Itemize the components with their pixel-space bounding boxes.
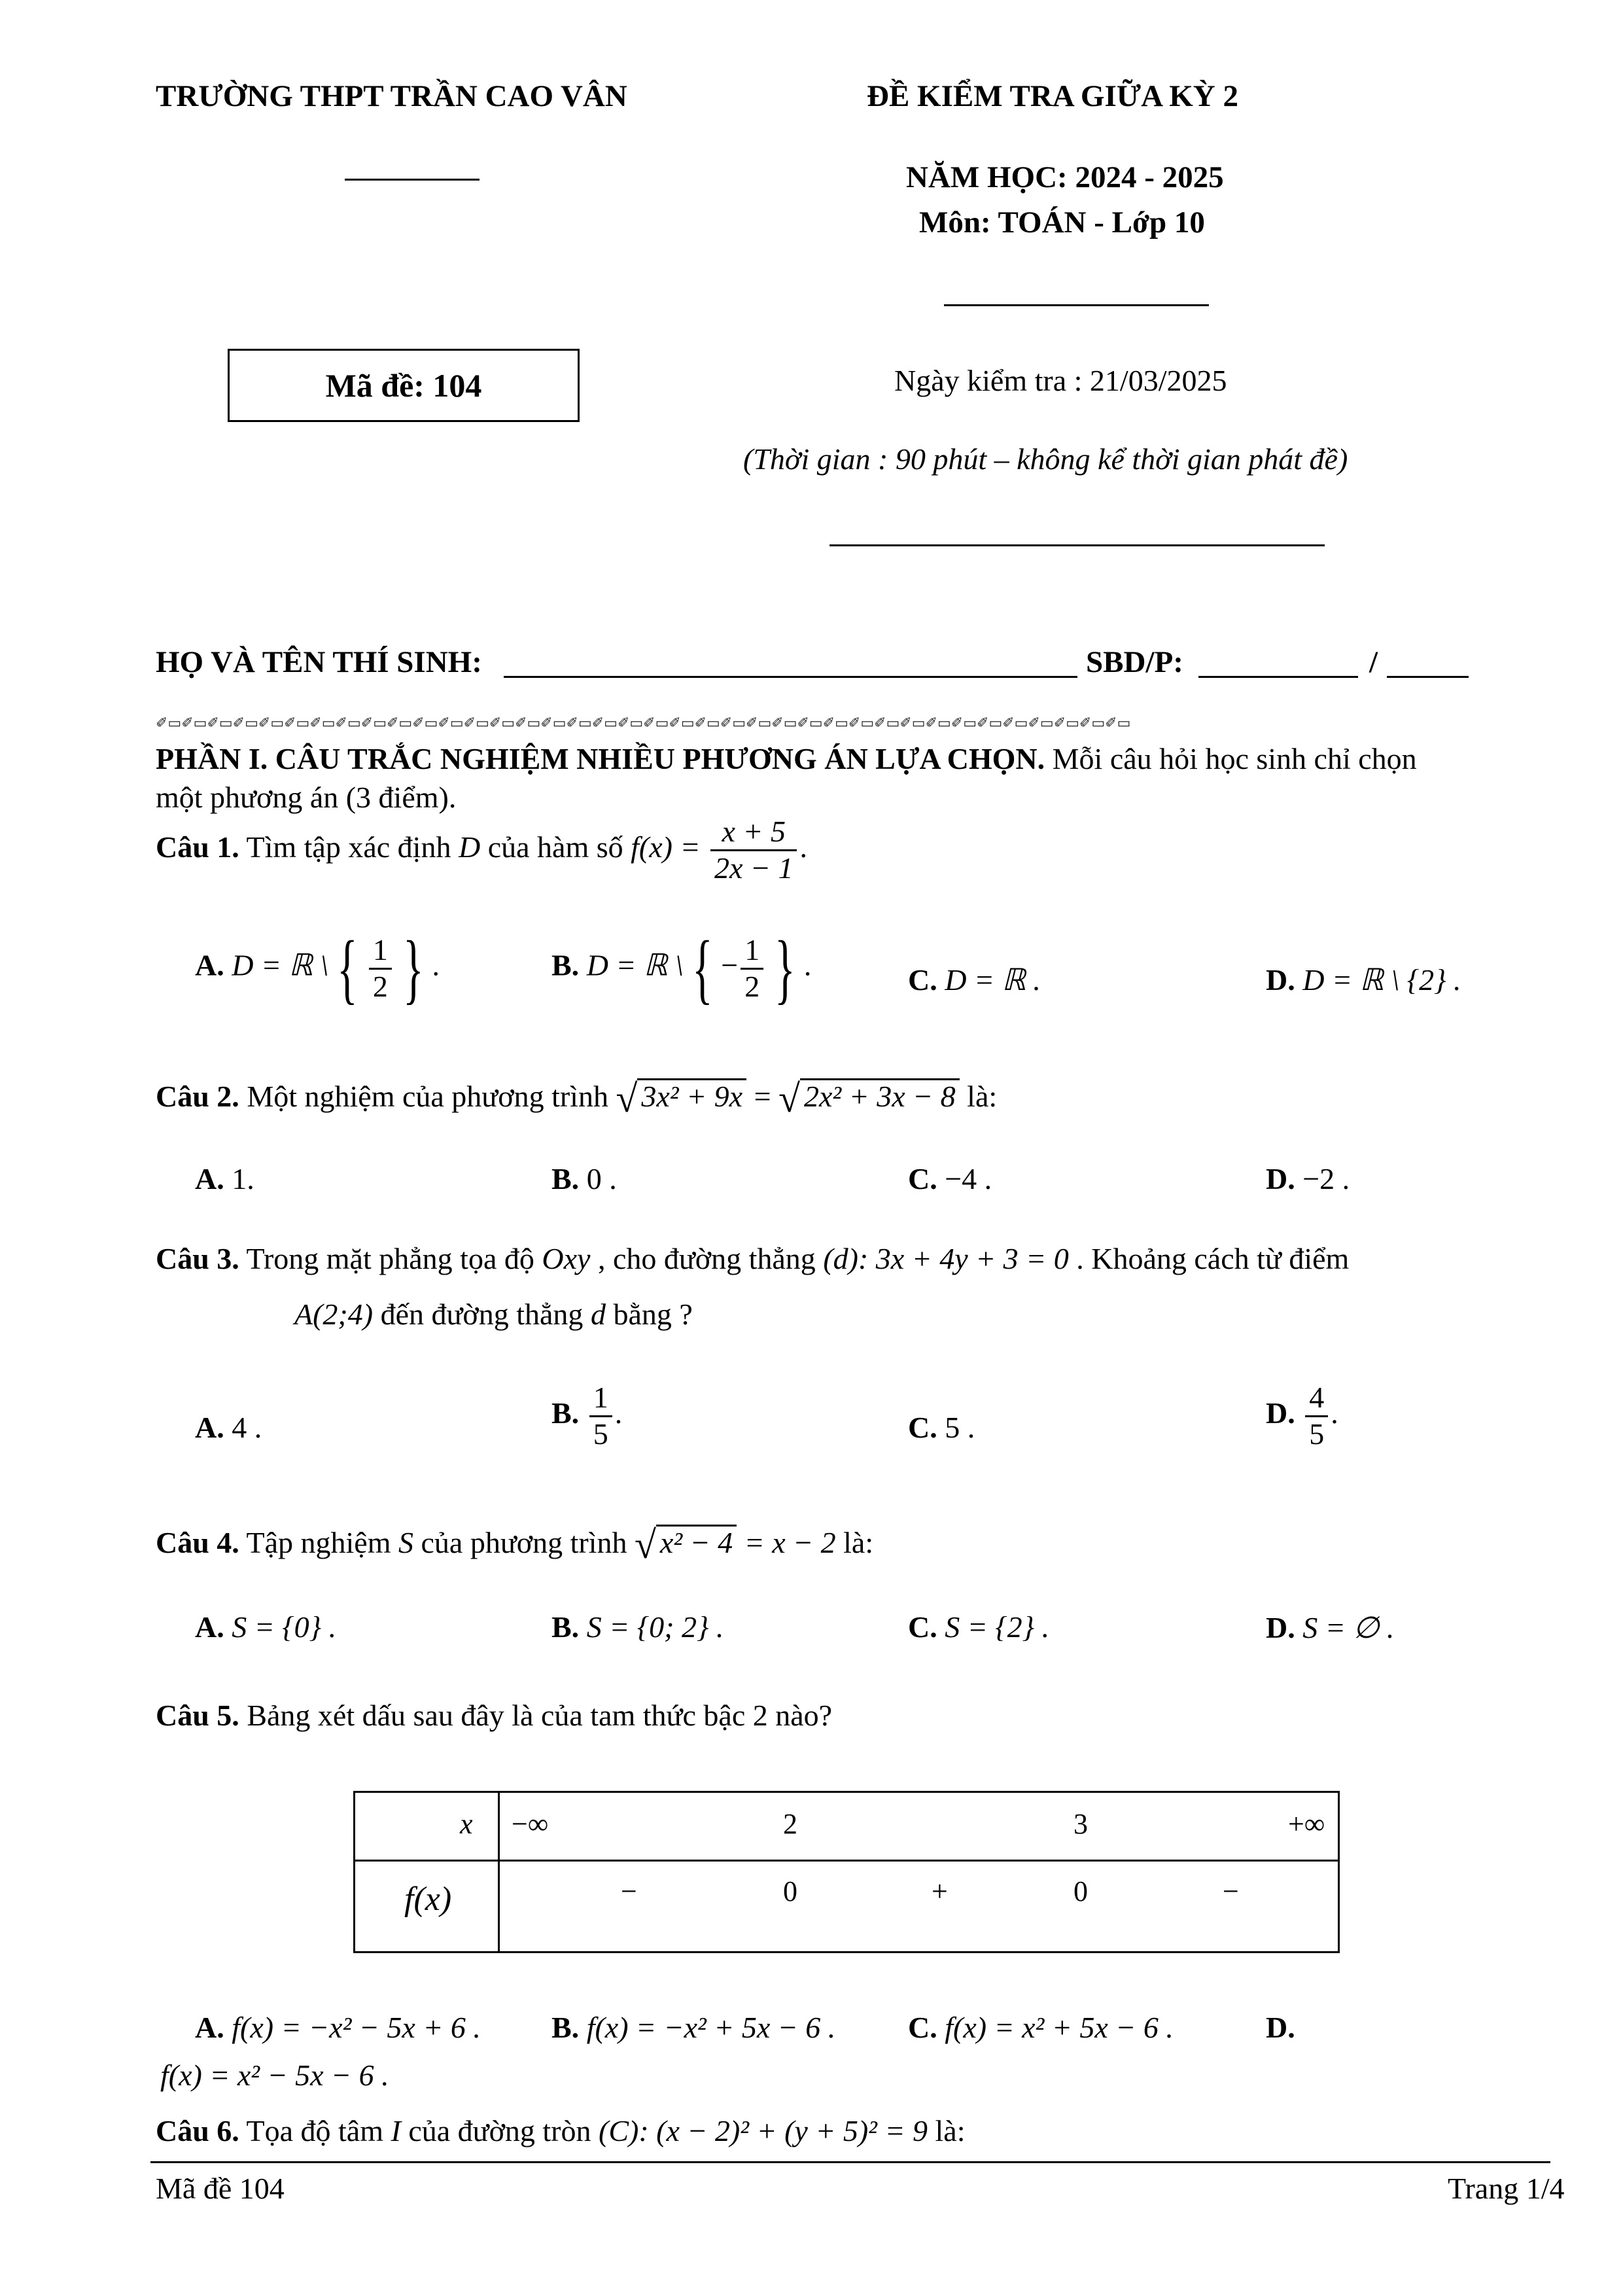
q3-stem [156,1241,1349,1276]
q5-c-text: f(x) = x² + 5x − 6 . [945,2011,1174,2044]
q6-var: I [391,2114,401,2147]
school-underline [345,179,480,181]
q3-c-label: C. [908,1411,937,1444]
duration-underline [829,544,1325,546]
decorative-divider: ✐▭✐▭✐▭✐▭✐▭✐▭✐▭✐▭✐▭✐▭✐▭✐▭✐▭✐▭✐▭✐▭✐▭✐▭✐▭✐▭✐▭✐▭✐▭✐▭✐▭✐▭✐▭✐▭✐▭✐▭✐▭✐▭✐▭✐▭✐▭✐▭✐▭✐▭ [156,715,1131,732]
q2-option-c[interactable] [908,1161,992,1196]
q3-option-a[interactable] [195,1410,262,1445]
footer-page-number: Trang 1/4 [1448,2172,1565,2205]
part1-heading [156,741,1417,776]
q2-eq: = [746,1080,779,1113]
q5-b-text: f(x) = −x² + 5x − 6 . [586,2011,836,2044]
sign-x-neg-inf: −∞ [512,1808,549,1840]
q1-a-num: 1 [369,933,392,970]
q5-a-text: f(x) = −x² − 5x + 6 . [232,2011,481,2044]
footer-exam-code: Mã đề 104 [156,2172,285,2205]
q4-b-label: B. [551,1610,580,1644]
sign-table-x-values [499,1792,1339,1861]
q1-b-sign: − [721,948,739,982]
q1-stem [156,815,807,886]
q1-text2: của hàm số [480,830,631,864]
q4-rad: x² − 4 [656,1525,737,1560]
q1-var: D [458,830,481,864]
q1-a-pre: D = ℝ \ [232,948,329,982]
q4-var: S [398,1526,413,1559]
q4-option-c[interactable] [908,1610,1049,1644]
q1-option-b[interactable]: B. D = ℝ \ { − $\frac{1}{2}$ } . [551,925,812,1012]
q2-option-b[interactable] [551,1161,617,1196]
q2-d-label: D. [1266,1162,1295,1195]
sbd-slash: / [1369,645,1378,679]
q6-stem [156,2113,966,2148]
q1-option-a[interactable]: A. D = ℝ \ { $\frac{1}{2}$ } . [195,925,440,1012]
exam-title: ĐỀ KIỂM TRA GIỮA KỲ 2 [867,79,1238,113]
q3-point: A(2;4) [294,1298,374,1331]
q4-option-d[interactable] [1266,1610,1394,1645]
q2-rhs: 2x² + 3x − 8 [800,1078,960,1114]
q5-b-label: B. [551,2011,580,2044]
part1-title: PHẦN I. CÂU TRẮC NGHIỆM NHIỀU PHƯƠNG ÁN LỰA CHỌN. [156,742,1045,775]
q2-stem: Câu 2. Một nghiệm của phương trình √ 3x² + 9x = √ 2x² + 3x − 8 là: [156,1077,998,1120]
q4-text: Tập nghiệm [239,1526,398,1559]
q1-d-label: D. [1266,963,1295,997]
sign-table-f-values [499,1861,1339,1952]
q2-b-label: B. [551,1162,580,1195]
q1-a-label: A. [195,948,224,982]
sign-f-label: f(x) [404,1881,452,1918]
q5-option-c[interactable] [908,2010,1174,2045]
q2-option-d[interactable] [1266,1161,1350,1196]
q2-d-text: −2 . [1302,1162,1350,1195]
q3-stem-2 [294,1297,693,1332]
sbd-field[interactable] [1198,676,1358,678]
q2-end: là: [959,1080,998,1113]
q6-text2: của đường tròn [400,2114,599,2147]
q5-option-b[interactable] [551,2010,835,2045]
q3-a-label: A. [195,1411,224,1444]
sbd-label: SBD/P: [1086,645,1183,679]
q3-text4: đến đường thẳng [373,1298,591,1331]
student-name-label: HỌ VÀ TÊN THÍ SINH: [156,645,482,679]
q4-rest: = x − 2 [737,1526,836,1559]
q4-text2: của phương trình [413,1526,635,1559]
q3-a-text: 4 . [232,1411,262,1444]
sign-f-2: 0 [783,1875,797,1907]
sign-f-3: + [932,1875,948,1907]
sign-table [353,1791,1340,1953]
sign-table-x-header [355,1792,499,1861]
q4-d-label: D. [1266,1611,1295,1644]
q1-b-pre: D = ℝ \ [586,948,684,982]
q3-d-den: 5 [1309,1417,1325,1451]
q5-a-label: A. [195,2011,224,2044]
q5-stem [156,1698,832,1733]
q4-c-label: C. [908,1610,937,1644]
q3-text5: bằng ? [605,1298,693,1331]
q2-label: Câu 2. [156,1080,239,1113]
exam-code-box [228,349,580,422]
q1-option-d[interactable] [1266,962,1461,997]
q3-text: Trong mặt phẳng tọa độ [239,1242,542,1275]
q1-fraction [710,815,797,886]
q4-stem: Câu 4. Tập nghiệm S của phương trình √ x² − 4 = x − 2 là: [156,1523,874,1566]
q4-option-b[interactable] [551,1610,724,1644]
q1-text: Tìm tập xác định [239,830,459,864]
q2-option-a[interactable] [195,1161,254,1196]
q3-text3: . Khoảng cách từ điểm [1068,1242,1350,1275]
footer-rule [150,2161,1550,2163]
q1-b-post: . [803,948,812,982]
q4-c-text: S = {2} . [945,1610,1050,1644]
q1-b-label: B. [551,948,580,982]
q6-end: là: [928,2114,966,2147]
q3-b-label: B. [551,1396,580,1430]
sign-table-f-header [355,1861,499,1952]
exam-duration: (Thời gian : 90 phút – không kể thời gian phát đề) [743,442,1348,476]
q5-d-label: D. [1266,2011,1295,2044]
q1-option-c[interactable] [908,962,1041,997]
q1-func: f(x) = [631,830,701,864]
sign-x-label: x [460,1808,473,1840]
q1-num: x + 5 [710,815,797,851]
q5-text: Bảng xét dấu sau đây là của tam thức bậc 2 nào? [239,1699,833,1732]
sign-x-pos-inf: +∞ [1288,1808,1325,1840]
q3-d-post: . [1331,1396,1338,1430]
q2-a-text: 1. [232,1162,254,1195]
q4-a-label: A. [195,1610,224,1644]
q1-c-text: D = ℝ . [945,963,1041,997]
q4-a-text: S = {0} . [232,1610,337,1644]
school-name: TRƯỜNG THPT TRẦN CAO VÂN [156,79,627,113]
q3-label: Câu 3. [156,1242,239,1275]
q3-oxy: Oxy [542,1242,591,1275]
student-name-field[interactable] [504,676,1077,678]
q4-option-a[interactable] [195,1610,336,1644]
q2-text: Một nghiệm của phương trình [239,1080,616,1113]
q5-label: Câu 5. [156,1699,239,1732]
q1-c-label: C. [908,963,937,997]
q2-lhs: 3x² + 9x [637,1078,746,1114]
q4-d-text: S = ∅ . [1302,1611,1395,1644]
q3-d: d [590,1298,606,1331]
q3-b-post: . [614,1396,623,1430]
subject-line: Môn: TOÁN - Lớp 10 [919,205,1205,239]
q1-den: 2x − 1 [714,851,794,885]
q3-d-label: D. [1266,1396,1295,1430]
q6-label: Câu 6. [156,2114,239,2147]
q4-b-text: S = {0; 2} . [586,1610,724,1644]
q2-c-text: −4 . [945,1162,992,1195]
sign-f-4: 0 [1073,1875,1088,1907]
q3-line-eq: (d): 3x + 4y + 3 = 0 [823,1242,1069,1275]
q3-c-text: 5 . [945,1411,975,1444]
q4-label: Câu 4. [156,1526,239,1559]
q5-option-d[interactable] [1266,2010,1295,2045]
q1-b-den: 2 [744,969,760,1003]
q3-b-den: 5 [593,1417,608,1451]
q5-c-label: C. [908,2011,937,2044]
sign-f-1: − [621,1875,637,1907]
q1-b-num: 1 [741,933,763,970]
q3-option-b[interactable] [551,1381,622,1452]
school-year: NĂM HỌC: 2024 - 2025 [906,160,1224,194]
q1-a-den: 2 [372,969,388,1003]
exam-date: Ngày kiểm tra : 21/03/2025 [894,364,1227,397]
q3-b-num: 1 [589,1381,612,1417]
q3-text2: , cho đường thẳng [590,1242,824,1275]
room-field[interactable] [1387,676,1469,678]
q1-a-post: . [432,948,440,982]
q5-option-d-text[interactable]: f(x) = x² − 5x − 6 . [160,2058,389,2092]
q1-end: . [799,830,807,864]
q2-b-text: 0 . [586,1162,617,1195]
q2-c-label: C. [908,1162,937,1195]
q6-text: Tọa độ tâm [239,2114,391,2147]
exam-code: Mã đề: 104 [325,367,482,404]
part1-instruction-2: một phương án (3 điểm). [156,781,457,814]
q4-end: là: [835,1526,874,1559]
sign-x-root-1: 2 [783,1808,797,1840]
q5-option-a[interactable] [195,2010,481,2045]
part1-instruction: Mỗi câu hỏi học sinh chỉ chọn [1045,742,1417,775]
q6-eq: (C): (x − 2)² + (y + 5)² = 9 [599,2114,928,2147]
sign-f-5: − [1223,1875,1239,1907]
subject-underline [944,304,1209,306]
q1-d-text: D = ℝ \ {2} . [1302,963,1461,997]
q3-option-d[interactable] [1266,1381,1338,1452]
q3-option-c[interactable] [908,1410,975,1445]
q1-label: Câu 1. [156,830,239,864]
q3-d-num: 4 [1305,1381,1328,1417]
q2-a-label: A. [195,1162,224,1195]
sign-x-root-2: 3 [1073,1808,1088,1840]
